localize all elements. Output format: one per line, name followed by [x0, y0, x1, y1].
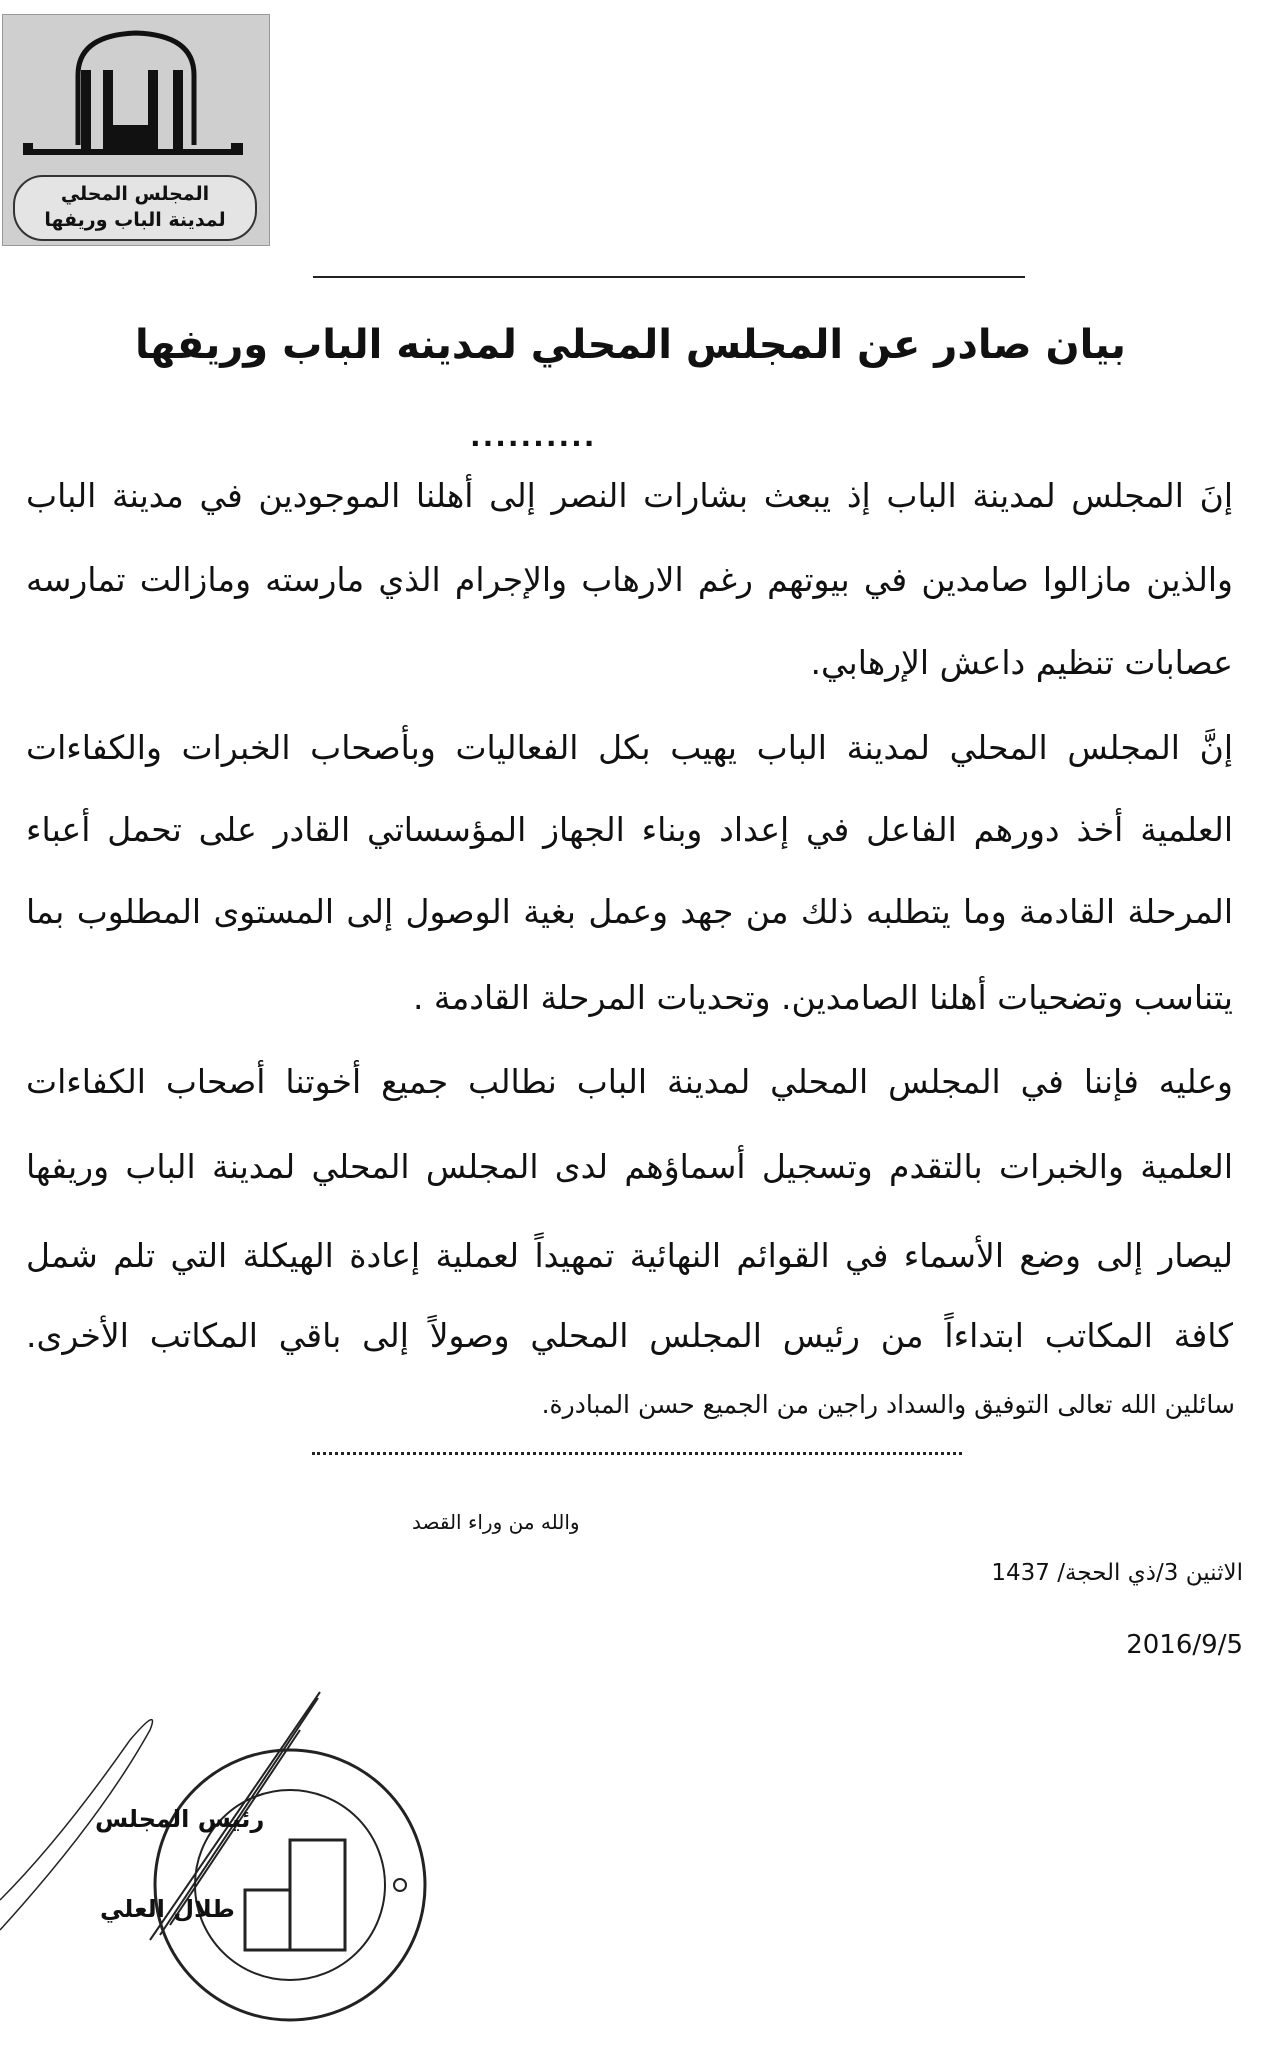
signatory-role: رئيس المجلس — [95, 1805, 265, 1833]
council-logo — [2, 14, 270, 246]
body-line: إنَ المجلس لمدينة الباب إذ يبعث بشارات النصر إلى أهلنا الموجودين في مدينة الباب — [26, 476, 1233, 515]
signatory-name: طلال العلي — [100, 1895, 235, 1923]
logo-caption — [13, 175, 257, 241]
logo-line-2: لمدينة الباب وريفها — [44, 209, 226, 231]
body-line: عصابات تنظيم داعش الإرهابي. — [810, 643, 1233, 682]
body-line: كافة المكاتب ابتداءاً من رئيس المجلس المحلي وصولاً إلى باقي المكاتب الأخرى. — [26, 1316, 1233, 1355]
body-line: إنَّ المجلس المحلي لمدينة الباب يهيب بكل الفعاليات وبأصحاب الخبرات والكفاءات — [26, 728, 1233, 767]
body-line: المرحلة القادمة وما يتطلبه ذلك من جهد وعمل بغية الوصول إلى المستوى المطلوب بما — [26, 892, 1233, 931]
body-line: والذين مازالوا صامدين في بيوتهم رغم الارهاب والإجرام الذي مارسته ومازالت تمارسه — [26, 560, 1233, 599]
official-stamp-icon — [0, 1680, 450, 2048]
sign-off: والله من وراء القصد — [412, 1510, 580, 1534]
body-line: وعليه فإننا في المجلس المحلي لمدينة الباب نطالب جميع أخوتنا أصحاب الكفاءات — [26, 1062, 1233, 1101]
closing-line: سائلين الله تعالى التوفيق والسداد راجين من الجميع حسن المبادرة. — [541, 1390, 1235, 1419]
body-line: يتناسب وتضحيات أهلنا الصامدين. وتحديات المرحلة القادمة . — [412, 978, 1233, 1017]
hijri-date: الاثنين 3/ذي الحجة/ 1437 — [991, 1560, 1243, 1586]
header-divider — [313, 276, 1025, 278]
logo-line-1: المجلس المحلي — [60, 183, 210, 205]
footer-divider — [312, 1452, 962, 1455]
bab-gate-emblem-icon — [3, 15, 269, 175]
statement-title: بيان صادر عن المجلس المحلي لمدينه الباب وريفها — [135, 322, 1126, 368]
title-separator: .......... — [470, 420, 597, 453]
body-line: العلمية أخذ دورهم الفاعل في إعداد وبناء الجهاز المؤسساتي القادر على تحمل أعباء — [26, 810, 1233, 849]
body-line: ليصار إلى وضع الأسماء في القوائم النهائية تمهيداً لعملية إعادة الهيكلة التي تلم شمل — [26, 1236, 1233, 1275]
gregorian-date: 2016/9/5 — [1126, 1630, 1243, 1660]
body-line: العلمية والخبرات بالتقدم وتسجيل أسماؤهم لدى المجلس المحلي لمدينة الباب وريفها — [26, 1147, 1233, 1186]
